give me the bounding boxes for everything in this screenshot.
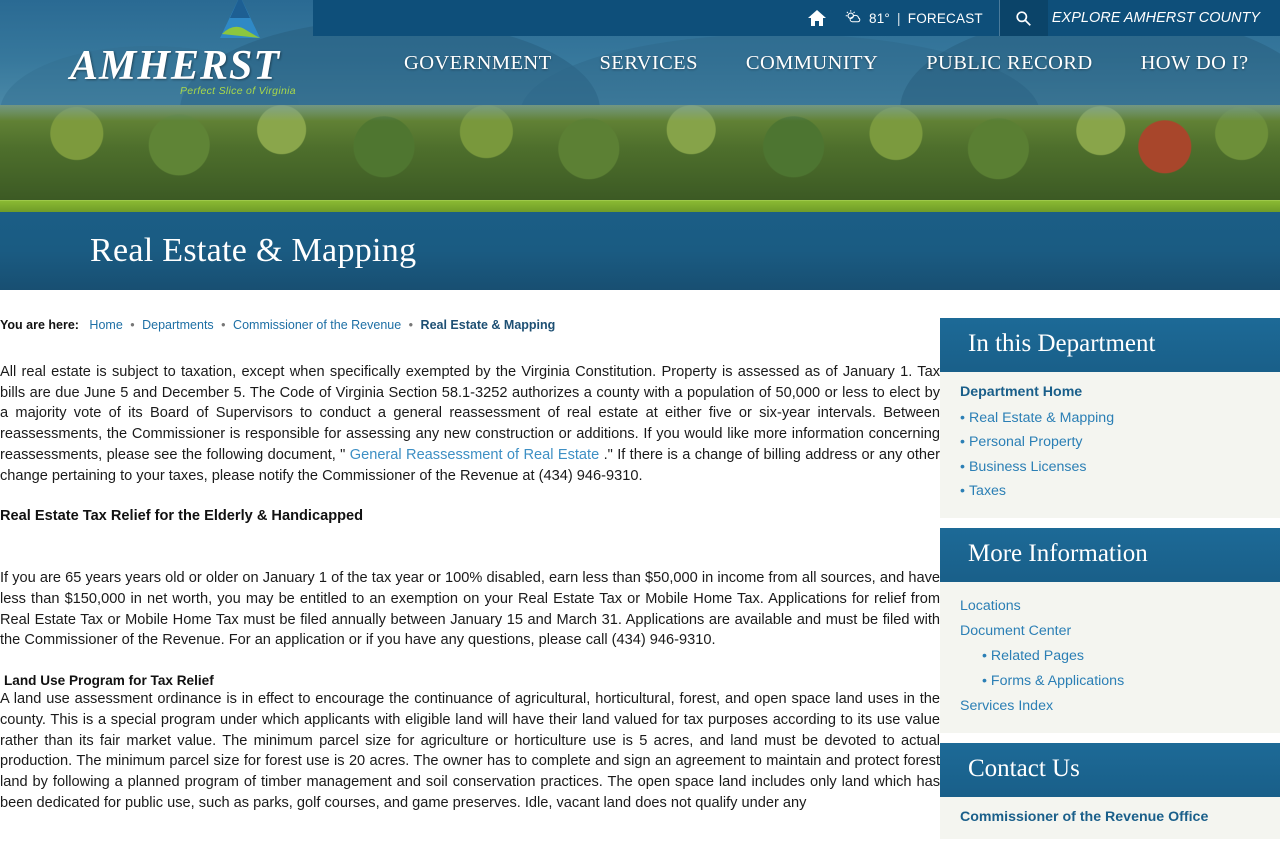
page-title-band <box>0 212 1280 290</box>
breadcrumb-item-current: Real Estate & Mapping <box>420 318 556 332</box>
sidebar-item-forms-applications[interactable]: • Forms & Applications <box>982 672 1125 689</box>
intro-text-part1: All real estate is subject to taxation, except when specifically exempted by the Virginia Constitution. Property is assessed as of January 1. Tax bills are due June 5 and December 5. The Code of Virginia Section 58.1-3252 authorizes a county with a population of 50,000 or less to elect by a majority vote of its Board of Supervisors to conduct a general reassessment of real estate at either five or six-year intervals. Between reassessments, the Commissioner is responsible for assessing any new construction or additions. If you would like more information concerning reassessments, please see the following document, " <box>0 364 940 463</box>
site-logo[interactable] <box>62 0 312 108</box>
site-header <box>0 0 1280 200</box>
temperature-value: 81° <box>869 10 891 26</box>
content-wrapper <box>0 290 1280 849</box>
general-reassessment-link[interactable]: General Reassessment of Real Estate <box>349 446 600 463</box>
land-use-paragraph: A land use assessment ordinance is in effect to encourage the continuance of agricultural, horticultural, forest, and open space land uses in the county. This is a special program under which applicants with eligible land will have their land valued for tax purposes according to its use value rather than its fair market value. The minimum parcel size for agriculture or horticulture use is 5 acres, and land must be devoted to actual production. The minimum parcel size for forest use is 20 acres. The owner has to complete and sign an agreement to maintain and protect forest land by following a planned program of timber management and soil conservation practices. The open space land includes only land which has been dedicated for public use, such as parks, golf courses, and game preserves. Idle, vacant land does not qualify under any <box>0 691 940 811</box>
main-navigation <box>380 52 1273 75</box>
panel-body-in-this-department <box>940 372 1280 518</box>
nav-item-public-record[interactable]: PUBLIC RECORD <box>926 52 1093 74</box>
nav-item-community[interactable]: COMMUNITY <box>745 52 879 74</box>
explore-amherst-county-link[interactable]: EXPLORE AMHERST COUNTY <box>1048 0 1280 36</box>
breadcrumb-item-home[interactable]: Home <box>89 318 123 332</box>
sidebar-item-label: Business Licenses <box>968 458 1087 475</box>
sun-cloud-icon <box>844 9 862 27</box>
sidebar <box>940 290 1280 849</box>
nav-item-government[interactable]: GOVERNMENT <box>404 52 552 74</box>
breadcrumb-divider: • <box>130 318 135 332</box>
nav-item-how-do-i[interactable]: HOW DO I? <box>1140 52 1249 74</box>
breadcrumb-prefix: You are here: <box>0 318 79 332</box>
breadcrumb-divider: • <box>221 318 226 332</box>
intro-paragraph <box>0 362 940 486</box>
section-heading-tax-relief: Real Estate Tax Relief for the Elderly & Handicapped <box>0 508 364 525</box>
green-divider <box>0 200 1280 212</box>
subheading-land-use-program: Land Use Program for Tax Relief <box>4 673 214 689</box>
sidebar-item-services-index[interactable]: Services Index <box>960 697 1054 714</box>
panel-in-this-department <box>940 318 1280 518</box>
panel-body-more-information <box>940 582 1280 733</box>
nav-item-services[interactable]: SERVICES <box>599 52 698 74</box>
sidebar-item-personal-property[interactable] <box>960 430 1280 454</box>
weather-forecast-link[interactable] <box>840 0 1000 36</box>
amherst-mountain-logo-icon <box>210 0 272 46</box>
sidebar-item-related-pages[interactable]: • Related Pages <box>982 647 1084 664</box>
forecast-label: FORECAST <box>907 10 983 26</box>
panel-more-information <box>940 528 1280 733</box>
sidebar-item-real-estate-mapping[interactable] <box>960 406 1280 430</box>
panel-title-more-information: More Information <box>940 528 1280 582</box>
sidebar-item-label: Real Estate & Mapping <box>968 410 1115 426</box>
sidebar-item-business-licenses[interactable] <box>960 455 1280 479</box>
sidebar-item-label: Personal Property <box>968 434 1083 451</box>
home-button[interactable] <box>794 0 840 36</box>
sidebar-item-document-center[interactable]: Document Center <box>960 622 1072 639</box>
sidebar-item-department-home[interactable]: Department Home <box>960 384 1083 400</box>
sidebar-item-label: Taxes <box>968 483 1007 500</box>
utility-links <box>794 0 1280 36</box>
bullet-icon: • <box>960 410 965 426</box>
breadcrumb-item-departments[interactable]: Departments <box>142 318 214 332</box>
bullet-icon: • <box>960 483 965 500</box>
bullet-icon: • <box>960 458 965 475</box>
page-title: Real Estate & Mapping <box>90 232 417 269</box>
logo-wordmark: AMHERST <box>70 43 281 89</box>
hero-tree-canopy <box>0 105 1280 200</box>
home-icon <box>807 9 827 27</box>
breadcrumb <box>0 318 940 332</box>
breadcrumb-item-commissioner-of-the-revenue[interactable]: Commissioner of the Revenue <box>233 318 402 332</box>
elderly-relief-paragraph: If you are 65 years years old or older on January 1 of the tax year or 100% disabled, earn less than $50,000 in income from all sources, and have less than $150,000 in net worth, you may be entitled to an exemption on your Real Estate Tax or Mobile Home Tax. Applications for relief from Real Estate Tax or Mobile Home Tax must be filed annually between January 15 and March 31. Applications are available and must be filed with the Commissioner of the Revenue. For an application or if you have any questions, please call (434) 946-9310. <box>0 570 940 649</box>
utility-separator: | <box>897 10 901 26</box>
sidebar-item-locations[interactable]: Locations <box>960 597 1021 614</box>
panel-contact-us <box>940 743 1280 839</box>
contact-office-name: Commissioner of the Revenue Office <box>960 808 1209 825</box>
panel-title-contact-us: Contact Us <box>940 743 1280 797</box>
utility-bar <box>313 0 1280 36</box>
panel-title-in-this-department: In this Department <box>940 318 1280 372</box>
bullet-icon: • <box>960 434 965 451</box>
breadcrumb-divider: • <box>408 318 414 332</box>
search-icon <box>1015 10 1032 27</box>
search-button[interactable] <box>1000 0 1048 36</box>
logo-tagline: Perfect Slice of Virginia <box>180 85 296 97</box>
sidebar-item-taxes[interactable] <box>960 479 1280 503</box>
panel-body-contact-us <box>940 797 1280 839</box>
main-content <box>0 290 940 849</box>
intro-text-part2: ." If there is a change of billing address or any other change pertaining to your taxes, please notify the Commissioner of the Revenue at (434) 946-9310. <box>0 446 940 484</box>
